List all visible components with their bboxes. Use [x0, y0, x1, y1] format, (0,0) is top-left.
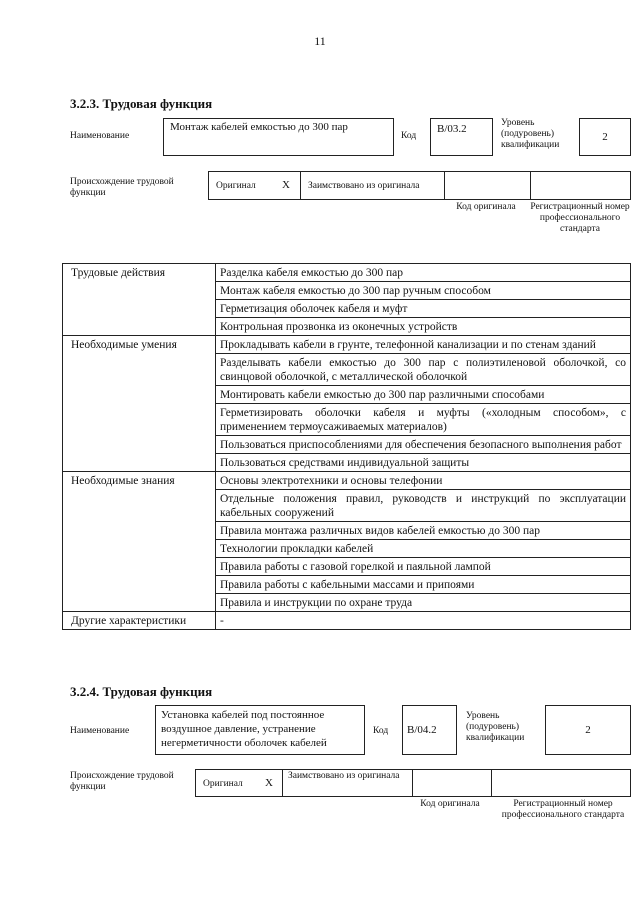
level-label: Уровень (подуровень) квалификации — [501, 118, 560, 150]
origin-divider-3 — [491, 769, 492, 797]
code-field — [430, 118, 493, 156]
name-label: Наименование — [70, 726, 130, 736]
list-item: Технологии прокладки кабелей — [216, 540, 631, 558]
function-name-value: Установка кабелей под постоянное воздушное давление, устранение негерметичности оболочек кабелей — [161, 709, 327, 749]
group-label: Другие характеристики — [63, 612, 216, 630]
group-label: Трудовые действия — [63, 264, 216, 336]
list-item: Пользоваться приспособлениями для обеспечения безопасного выполнения работ — [216, 436, 631, 454]
list-item: Монтаж кабеля емкостью до 300 пар ручным способом — [216, 282, 631, 300]
origin-row — [195, 769, 631, 797]
group-label: Необходимые умения — [63, 336, 216, 472]
list-item: Монтировать кабели емкостью до 300 пар различными способами — [216, 386, 631, 404]
original-checkmark: X — [282, 179, 290, 191]
origin-divider-2 — [444, 171, 445, 200]
registration-number-caption: Регистрационный номер профессионального стандарта — [501, 799, 625, 820]
page-number: 11 — [314, 34, 326, 48]
code-field — [402, 705, 457, 755]
borrowed-label: Заимствовано из оригинала — [308, 181, 420, 191]
list-item: Правила работы с газовой горелкой и паяльной лампой — [216, 558, 631, 576]
list-item: - — [216, 612, 631, 630]
table-row — [63, 472, 631, 490]
list-item: Разделывать кабели емкостью до 300 пар с полиэтиленовой оболочкой, со свинцовой оболочкой, с металлической оболочкой — [216, 354, 631, 386]
registration-number-caption: Регистрационный номер профессионального стандарта — [530, 202, 630, 234]
original-label: Оригинал — [203, 779, 243, 789]
code-value: B/03.2 — [437, 123, 467, 135]
original-checkmark: X — [265, 777, 273, 789]
list-item: Пользоваться средствами индивидуальной защиты — [216, 454, 631, 472]
group-label: Необходимые знания — [63, 472, 216, 612]
list-item: Разделка кабеля емкостью до 300 пар — [216, 264, 631, 282]
borrowed-label: Заимствовано из оригинала — [288, 771, 400, 781]
list-item: Герметизация оболочек кабеля и муфт — [216, 300, 631, 318]
function-details-table — [62, 263, 631, 630]
list-item: Правила и инструкции по охране труда — [216, 594, 631, 612]
origin-label: Происхождение трудовой функции — [70, 177, 174, 198]
code-value: B/04.2 — [407, 724, 437, 736]
list-item: Герметизировать оболочки кабеля и муфты («холодным способом», с применением термоусаживаемых материалов) — [216, 404, 631, 436]
function-name-field — [155, 705, 365, 755]
list-item: Основы электротехники и основы телефонии — [216, 472, 631, 490]
level-value: 2 — [585, 724, 591, 736]
function-name-value: Монтаж кабелей емкостью до 300 пар — [170, 121, 348, 133]
list-item: Отдельные положения правил, руководств и инструкций по эксплуатации кабельных сооружений — [216, 490, 631, 522]
origin-divider-2 — [412, 769, 413, 797]
code-label: Код — [401, 131, 417, 141]
list-item: Контрольная прозвонка из оконечных устройств — [216, 318, 631, 336]
original-label: Оригинал — [216, 181, 256, 191]
section-heading-3-2-4: 3.2.4. Трудовая функция — [70, 684, 213, 699]
list-item: Правила монтажа различных видов кабелей емкостью до 300 пар — [216, 522, 631, 540]
table-row — [63, 336, 631, 354]
origin-divider-1 — [300, 171, 301, 200]
origin-divider-1 — [282, 769, 283, 797]
level-value: 2 — [602, 131, 608, 143]
section-heading-3-2-3: 3.2.3. Трудовая функция — [70, 96, 213, 111]
list-item: Прокладывать кабели в грунте, телефонной канализации и по стенам зданий — [216, 336, 631, 354]
code-label: Код — [373, 726, 389, 736]
origin-label: Происхождение трудовой функции — [70, 771, 174, 792]
function-name-field — [163, 118, 394, 156]
table-row — [63, 264, 631, 282]
level-field — [579, 118, 631, 156]
level-label: Уровень (подуровень) квалификации — [466, 711, 525, 743]
code-original-caption: Код оригинала — [420, 799, 480, 809]
table-row — [63, 612, 631, 630]
level-field — [545, 705, 631, 755]
name-label: Наименование — [70, 131, 130, 141]
code-original-caption: Код оригинала — [456, 202, 516, 212]
origin-divider-3 — [530, 171, 531, 200]
list-item: Правила работы с кабельными массами и припоями — [216, 576, 631, 594]
